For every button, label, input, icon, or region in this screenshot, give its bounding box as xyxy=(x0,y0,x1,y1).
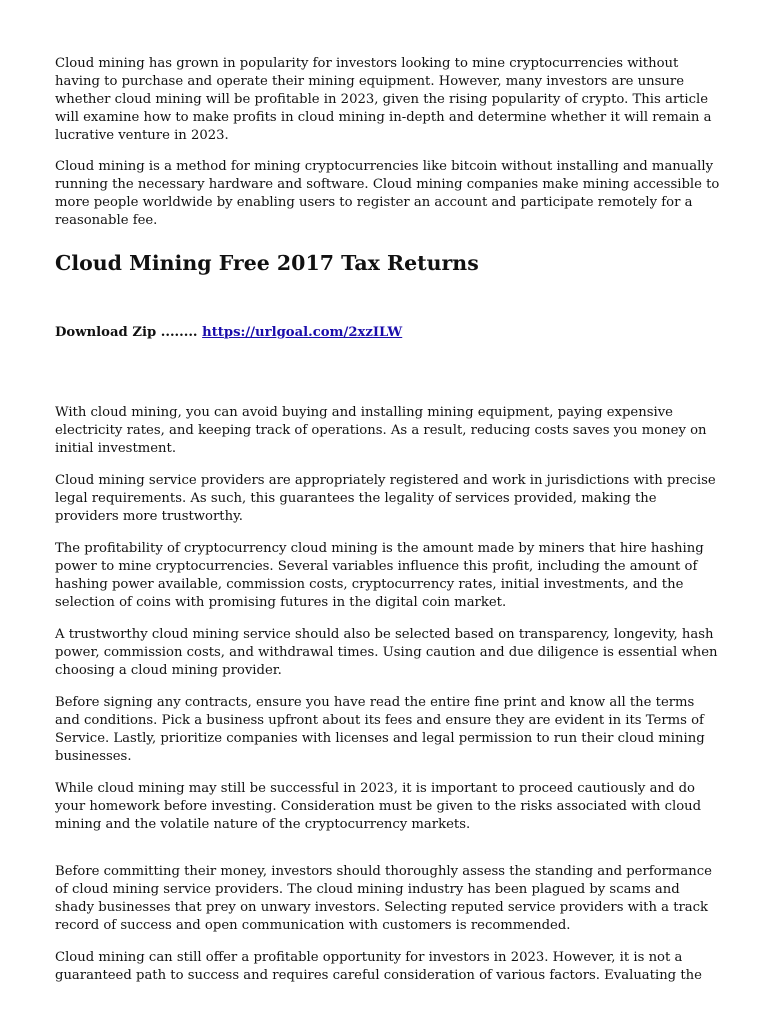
document-page xyxy=(55,55,720,985)
body-paragraph: The profitability of cryptocurrency cloud mining is the amount made by miners that hire hashing power to mine cryptocurrencies. Several variables influence this profit, including the amount of hashing power available, commission costs, cryptocurrency rates, initial investments, and the selection of coins with promising futures in the digital coin market. xyxy=(55,541,704,610)
download-line xyxy=(55,324,720,342)
intro-paragraph: Cloud mining is a method for mining cryptocurrencies like bitcoin without installing and manually running the necessary hardware and software. Cloud mining companies make mining accessible to more people worldwide by enabling users to register an account and participate remotely for a reasonable fee. xyxy=(55,159,720,228)
intro-paragraph: Cloud mining has grown in popularity for investors looking to mine cryptocurrencies without having to purchase and operate their mining equipment. However, many investors are unsure whether cloud mining will be profitable in 2023, given the rising popularity of crypto. This article will examine how to make profits in cloud mining in-depth and determine whether it will remain a lucrative venture in 2023. xyxy=(55,56,712,143)
body-paragraph: Before committing their money, investors should thoroughly assess the standing and performance of cloud mining service providers. The cloud mining industry has been plagued by scams and shady businesses that prey on unwary investors. Selecting reputed service providers with a track record of success and open communication with customers is recommended. xyxy=(55,864,712,933)
body-paragraph: A trustworthy cloud mining service should also be selected based on transparency, longevity, hash power, commission costs, and withdrawal times. Using caution and due diligence is essential when choosing a cloud mining provider. xyxy=(55,627,718,678)
body-paragraph: With cloud mining, you can avoid buying and installing mining equipment, paying expensive electricity rates, and keeping track of operations. As a result, reducing costs saves you money on initial investment. xyxy=(55,405,707,456)
body-paragraph: While cloud mining may still be successful in 2023, it is important to proceed cautiously and do your homework before investing. Consideration must be given to the risks associated with cloud mining and the volatile nature of the cryptocurrency markets. xyxy=(55,781,702,832)
download-label: Download Zip ........ xyxy=(55,325,203,340)
body-paragraph: Cloud mining can still offer a profitable opportunity for investors in 2023. However, it is not a guaranteed path to success and requires careful consideration of various factors. Evaluating the xyxy=(55,950,702,983)
page-title: Cloud Mining Free 2017 Tax Returns xyxy=(55,251,479,275)
download-link[interactable]: https://urlgoal.com/2xzILW xyxy=(202,325,403,340)
body-paragraph: Before signing any contracts, ensure you have read the entire fine print and know all the terms and conditions. Pick a business upfront about its fees and ensure they are evident in its Terms of Service. Lastly, prioritize companies with licenses and legal permission to run their cloud mining businesses. xyxy=(55,695,705,764)
body-paragraph: Cloud mining service providers are appropriately registered and work in jurisdictions with precise legal requirements. As such, this guarantees the legality of services provided, making the providers more trustworthy. xyxy=(55,473,716,524)
